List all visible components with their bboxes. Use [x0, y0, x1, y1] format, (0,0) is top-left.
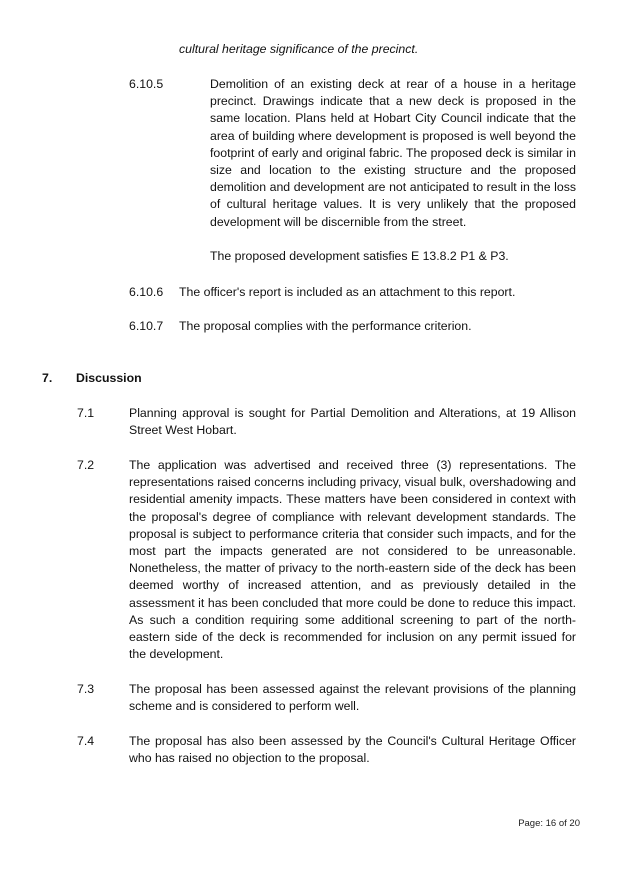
- para-text-7-4: The proposal has also been assessed by the Council's Cultural Heritage Officer who has raised no objection to the proposal.: [129, 734, 576, 766]
- clause-number-6-10-7: 6.10.7: [129, 319, 164, 333]
- clause-text-6-10-5: Demolition of an existing deck at rear of a house in a heritage precinct. Drawings indicate that a new deck is proposed in the same location. Plans held at Hobart City Council indicate that the area of building where development is proposed is well beyond the footprint of early and original fabric. The proposed deck is similar in size and location to the existing structure and the proposed demolition and development are not anticipated to result in the loss of cultural heritage values. It is very unlikely that the proposed development will be discernible from the street.: [210, 77, 576, 229]
- clause-number-6-10-5: 6.10.5: [129, 77, 164, 91]
- continuation-text: cultural heritage significance of the precinct.: [179, 42, 419, 56]
- para-text-7-2: The application was advertised and received three (3) representations. The representations raised concerns including privacy, visual bulk, overshadowing and residential amenity impacts. These matters have been considered in context with the proposal's degree of compliance with relevant development standards. The proposal is subject to performance criteria that consider such impacts, and for the most part the impacts generated are not considered to be unreasonable. Nonetheless, the matter of privacy to the north-eastern side of the deck has been deemed worthy of increased attention, and as previously detailed in the assessment it has been concluded that more could be done to reduce this impact. As such a condition requiring some additional screening to part of the north-eastern side of the deck is recommended for inclusion on any permit issued for the development.: [129, 458, 576, 662]
- clause-number-6-10-6: 6.10.6: [129, 285, 164, 299]
- para-number-7-4: 7.4: [77, 734, 95, 748]
- section-number-7: 7.: [42, 371, 53, 385]
- section-heading-discussion: Discussion: [76, 371, 142, 385]
- page-number: Page: 16 of 20: [518, 818, 580, 829]
- para-number-7-2: 7.2: [77, 458, 95, 472]
- para-number-7-3: 7.3: [77, 682, 95, 696]
- para-text-7-3: The proposal has been assessed against the relevant provisions of the planning scheme and is considered to perform well.: [129, 682, 576, 714]
- para-text-7-1: Planning approval is sought for Partial Demolition and Alterations, at 19 Allison Street West Hobart.: [129, 406, 576, 438]
- clause-conclusion-6-10-5: The proposed development satisfies E 13.8.2 P1 & P3.: [210, 249, 509, 263]
- clause-text-6-10-6: The officer's report is included as an attachment to this report.: [179, 285, 516, 299]
- clause-text-6-10-7: The proposal complies with the performance criterion.: [179, 319, 472, 333]
- para-number-7-1: 7.1: [77, 406, 95, 420]
